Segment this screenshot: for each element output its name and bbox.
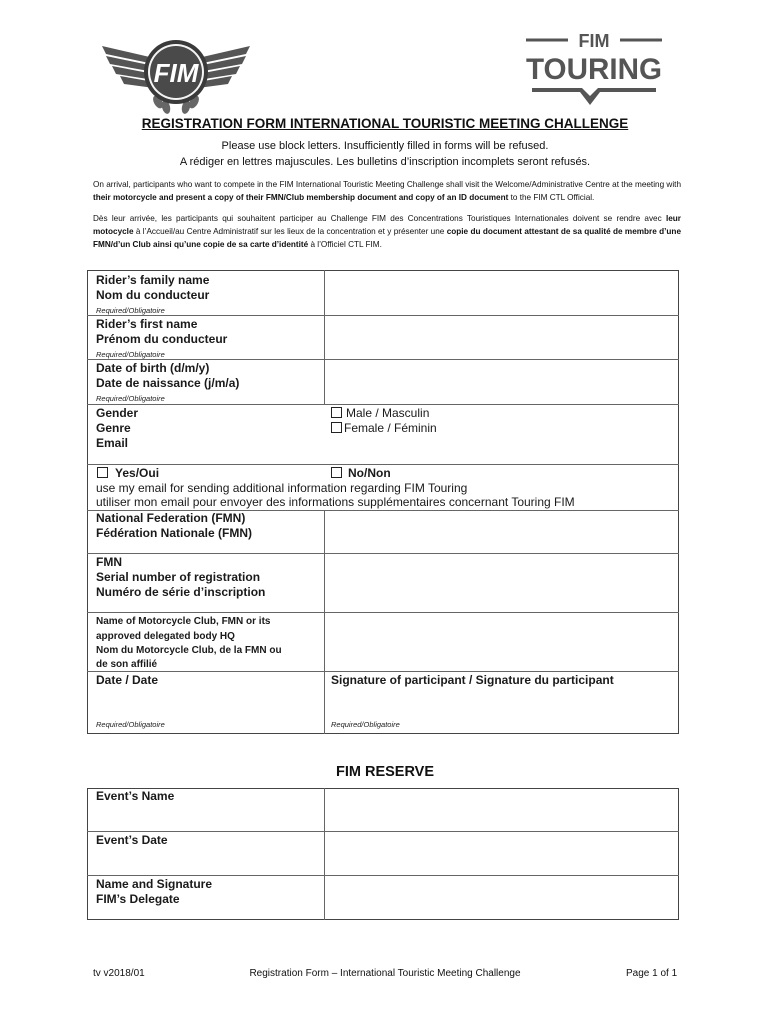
family-name-label-en: Rider’s family name — [96, 273, 210, 287]
event-date-label: Event’s Date — [96, 833, 168, 847]
reserve-title: FIM RESERVE — [335, 764, 435, 780]
footer-page: Page 1 of 1 — [626, 968, 678, 979]
federation-label-fr: Fédération Nationale (FMN) — [96, 526, 253, 540]
required-note: Required/Obligatoire — [96, 306, 165, 315]
required-note: Required/Obligatoire — [96, 350, 165, 359]
club-label-1: Name of Motorcycle Club, FMN or its — [96, 616, 271, 627]
serial-input[interactable] — [326, 555, 677, 611]
club-label-4: de son affilié — [96, 659, 158, 670]
instructions-en: On arrival, participants who want to compete in the FIM International Touristic Meeting Challenge shall visit the Welcome/Administrative Centre at the meeting with their motorcycle and present a copy of their FMN/Club membership document and copy of an ID document to the FIM CTL Official. — [93, 180, 681, 202]
club-label-3: Nom du Motorcycle Club, de la FMN ou — [96, 645, 282, 656]
footer-version: tv v2018/01 — [93, 968, 145, 979]
touring-logo-main: TOURING — [526, 53, 662, 86]
dob-label-en: Date of birth (d/m/y) — [96, 361, 210, 375]
fim-winged-logo — [92, 28, 260, 116]
consent-yes-option[interactable]: Yes/Oui — [97, 466, 159, 481]
event-name-label: Event’s Name — [96, 789, 175, 803]
event-name-input[interactable] — [326, 790, 677, 830]
required-note: Required/Obligatoire — [331, 720, 400, 729]
gender-label-en: Gender — [96, 406, 139, 420]
male-option[interactable]: Male / Masculin — [331, 406, 429, 421]
required-note: Required/Obligatoire — [96, 394, 165, 403]
dob-input[interactable] — [326, 361, 677, 403]
fim-touring-logo — [524, 28, 664, 108]
intro-line-fr: A rédiger en lettres majuscules. Les bulletins d’inscription incomplets seront refusés. — [179, 156, 591, 168]
family-name-input[interactable] — [326, 272, 677, 314]
fim-logo-text: FIM — [153, 58, 199, 88]
federation-input[interactable] — [326, 512, 677, 552]
serial-label-2: Serial number of registration — [96, 570, 261, 584]
delegate-signature-input[interactable] — [326, 877, 677, 918]
consent-yes-checkbox[interactable] — [97, 467, 108, 478]
male-checkbox[interactable] — [331, 407, 342, 418]
consent-no-option[interactable]: No/Non — [331, 466, 391, 481]
email-input[interactable] — [331, 436, 677, 462]
dob-label-fr: Date de naissance (j/m/a) — [96, 376, 240, 390]
delegate-label-1: Name and Signature — [96, 877, 213, 891]
consent-text-en: use my email for sending additional information regarding FIM Touring — [96, 481, 468, 495]
club-input[interactable] — [326, 614, 677, 670]
date-label: Date / Date — [96, 673, 159, 687]
serial-label-3: Numéro de série d’inscription — [96, 585, 266, 599]
female-option[interactable]: Female / Féminin — [331, 421, 437, 436]
form-title: REGISTRATION FORM INTERNATIONAL TOURISTIC MEETING CHALLENGE — [141, 116, 629, 131]
female-checkbox[interactable] — [331, 422, 342, 433]
club-label-2: approved delegated body HQ — [96, 631, 235, 642]
signature-input[interactable] — [326, 690, 677, 718]
family-name-label-fr: Nom du conducteur — [96, 288, 210, 302]
serial-label-1: FMN — [96, 555, 122, 569]
email-label: Email — [96, 436, 129, 450]
gender-label-fr: Genre — [96, 421, 131, 435]
footer-title: Registration Form – International Touristic Meeting Challenge — [249, 968, 521, 979]
federation-label-en: National Federation (FMN) — [96, 511, 246, 525]
consent-text-fr: utiliser mon email pour envoyer des informations supplémentaires concernant Touring FIM — [96, 495, 575, 509]
touring-logo-fim: FIM — [578, 31, 610, 51]
instructions-fr: Dès leur arrivée, les participants qui souhaitent participer au Challenge FIM des Concentrations Touristiques Internationales doivent se rendre avec leur motocycle à l’Accueil/au Centre Administratif sur les lieux de la concentration et y présenter une copie du document attestant de sa qualité de membre d’une FMN/d’un Club ainsi qu’une copie de sa carte d’identité à l’Officiel CTL FIM. — [93, 214, 681, 249]
delegate-label-2: FIM’s Delegate — [96, 892, 180, 906]
event-date-input[interactable] — [326, 833, 677, 874]
date-input[interactable] — [89, 690, 323, 718]
signature-label: Signature of participant / Signature du participant — [331, 673, 614, 687]
intro-line-en: Please use block letters. Insufficiently filled in forms will be refused. — [221, 140, 549, 152]
first-name-label-en: Rider’s first name — [96, 317, 198, 331]
consent-no-checkbox[interactable] — [331, 467, 342, 478]
first-name-label-fr: Prénom du conducteur — [96, 332, 228, 346]
first-name-input[interactable] — [326, 317, 677, 358]
required-note: Required/Obligatoire — [96, 720, 165, 729]
